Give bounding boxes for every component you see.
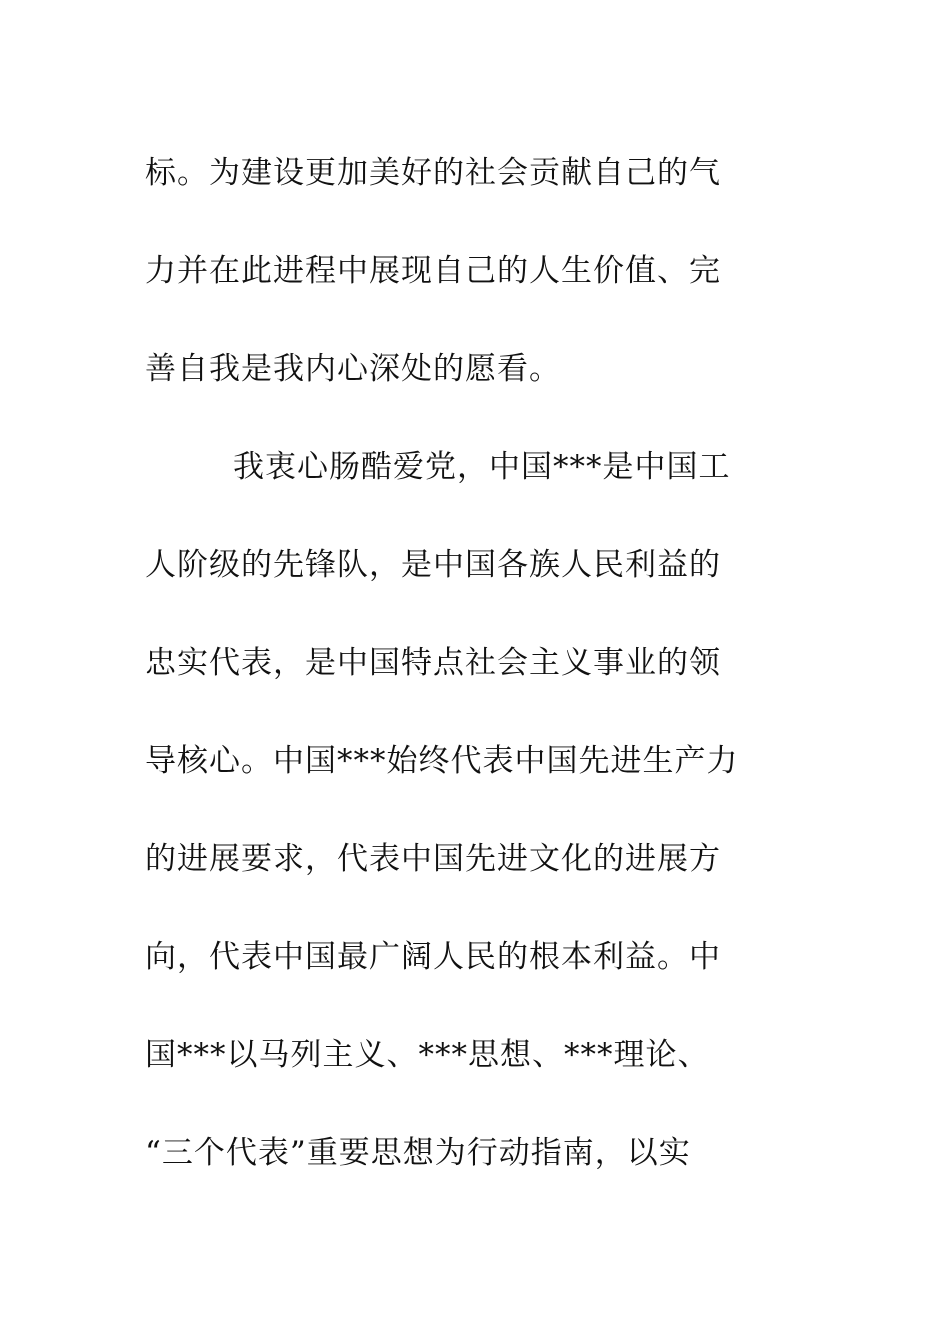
text-line-9: 向，代表中国最广阔人民的根本利益。中 [145,939,721,975]
text-line-2: 力并在此进程中展现自己的人生价值、完 [145,253,721,289]
text-line-6: 忠实代表，是中国特点社会主义事业的领 [145,645,721,681]
body-text [145,124,825,1202]
text-line-5: 人阶级的先锋队，是中国各族人民利益的 [145,547,721,583]
text-line-8: 的进展要求，代表中国先进文化的进展方 [145,841,721,877]
text-line-7: 导核心。中国***始终代表中国先进生产力 [145,743,739,779]
text-line-11: “三个代表”重要思想为行动指南，以实 [145,1135,691,1171]
text-line-1: 标。为建设更加美好的社会贡献自己的气 [145,155,721,191]
paragraph-start-line: 我衷心肠酷爱党，中国***是中国工 [233,449,731,485]
text-line-3: 善自我是我内心深处的愿看。 [145,351,561,387]
text-line-10: 国***以马列主义、***思想、***理论、 [145,1037,710,1073]
